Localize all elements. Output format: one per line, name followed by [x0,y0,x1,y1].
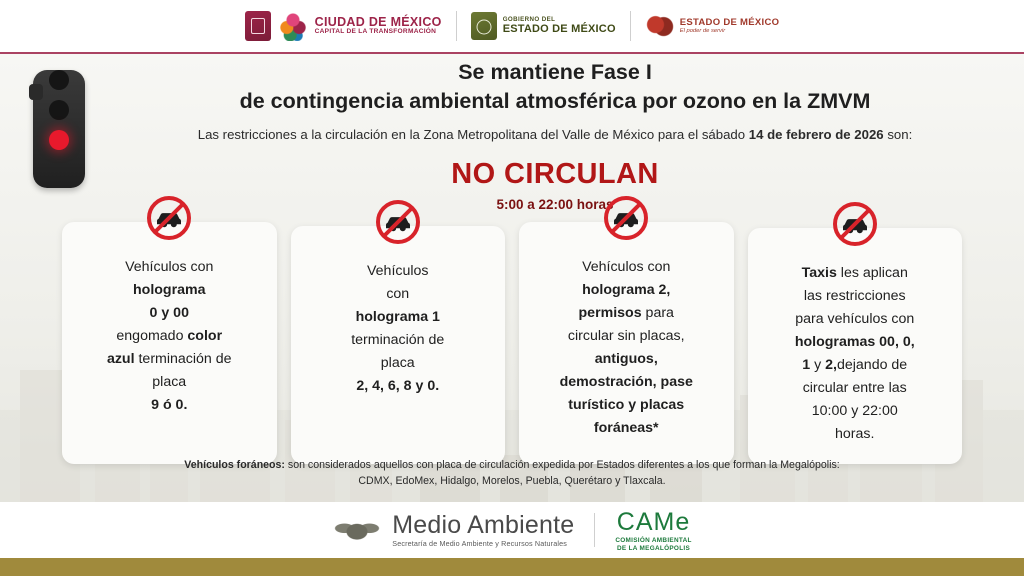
restriction-card-holograma-2 [519,222,734,464]
no-circulan-banner: NO CIRCULAN [451,158,659,191]
subtitle-date: 14 de febrero de 2026 [748,127,884,143]
footnote-label: Vehículos foráneos: [184,459,285,471]
footer-logo-bar [0,502,1024,558]
traffic-light-arm [29,84,43,100]
restriction-cards [62,222,962,464]
estado-de-mexico-logo [645,12,780,40]
logo-divider [456,11,457,41]
came-subtitle-line2: DE LA MEGALÓPOLIS [617,544,691,552]
no-car-icon [602,194,650,242]
medio-ambiente-subtitle: Secretaría de Medio Ambiente y Recursos Naturales [392,538,567,548]
footnote-line-2: CDMX, EdoMex, Hidalgo, Morelos, Puebla, Querétaro y Tlaxcala. [358,474,666,487]
cdmx-logo-title: CIUDAD DE MÉXICO [314,14,442,29]
traffic-light-red-lamp [49,130,69,150]
card-3-text: Vehículos con holograma 2, permisos para circular sin placas, antiguos, demostración, pase turístico y placas foráneas* [559,259,693,436]
estado-logo-title: ESTADO DE MÉXICO [679,16,780,28]
card-1-text: Vehículos con holograma 0 y 00 engomado color azul terminación de placa 9 ó 0. [106,259,232,413]
card-2-text: Vehículos con holograma 1 terminación de placa 2, 4, 6, 8 y 0. [351,263,445,394]
footnote-line-1 [80,458,944,474]
cdmx-crest-icon [245,11,271,41]
no-car-icon [145,194,193,242]
restriction-card-taxis [748,228,963,464]
footer-divider [594,513,595,547]
subtitle-suffix: son: [883,127,913,143]
restriction-card-holograma-1 [291,226,506,464]
cdmx-flower-icon [279,11,307,41]
traffic-light-middle-lamp [49,100,69,120]
no-car-icon [831,200,879,248]
headline-block [110,58,1000,212]
restriction-subtitle [110,127,1000,142]
footnote-block [80,458,944,490]
edomex-logo-line1: GOBIERNO DEL [502,15,556,23]
edomex-government-logo [471,12,616,40]
cdmx-logo-subtitle: CAPITAL DE LA TRANSFORMACIÓN [314,28,437,36]
traffic-light-graphic [28,60,90,200]
edomex-crest-icon [471,12,497,40]
eagle-seal-icon [332,513,382,547]
page-title [110,58,1000,115]
subtitle-prefix: Las restricciones a la circulación en la Zona Metropolitana del Valle de México para el sábado [197,127,749,143]
page-title-line1: Se mantiene Fase I [458,60,652,84]
estado-butterfly-icon [645,12,675,40]
came-wordmark: CAMe [616,507,691,536]
logo-divider-2 [630,11,631,41]
bottom-gold-bar [0,558,1024,576]
medio-ambiente-title: Medio Ambiente [392,511,575,540]
card-4-text: Taxis les aplican las restricciones para vehículos con hologramas 00, 0, 1 y 2,dejando de circular entre las 10:00 y 22:00 horas. [794,265,915,442]
page-title-line2: de contingencia ambiental atmosférica por ozono en la ZMVM [239,88,871,113]
no-car-icon [374,198,422,246]
schedule-text: 5:00 a 22:00 horas [496,197,614,213]
government-logo-bar [0,0,1024,52]
medio-ambiente-logo [332,512,574,547]
came-logo [615,508,691,553]
came-subtitle-line1: COMISIÓN AMBIENTAL [615,536,692,544]
edomex-logo-line2: ESTADO DE MÉXICO [502,23,616,36]
cdmx-logo [245,11,442,41]
traffic-light-top-lamp [49,70,69,90]
estado-logo-slogan: El poder de servir [679,27,726,34]
traffic-light-body [33,70,85,188]
restriction-card-holograma-0 [62,222,277,464]
footnote-text: son considerados aquellos con placa de circulación expedida por Estados diferentes a los que forman la Megalópolis: [284,459,840,471]
